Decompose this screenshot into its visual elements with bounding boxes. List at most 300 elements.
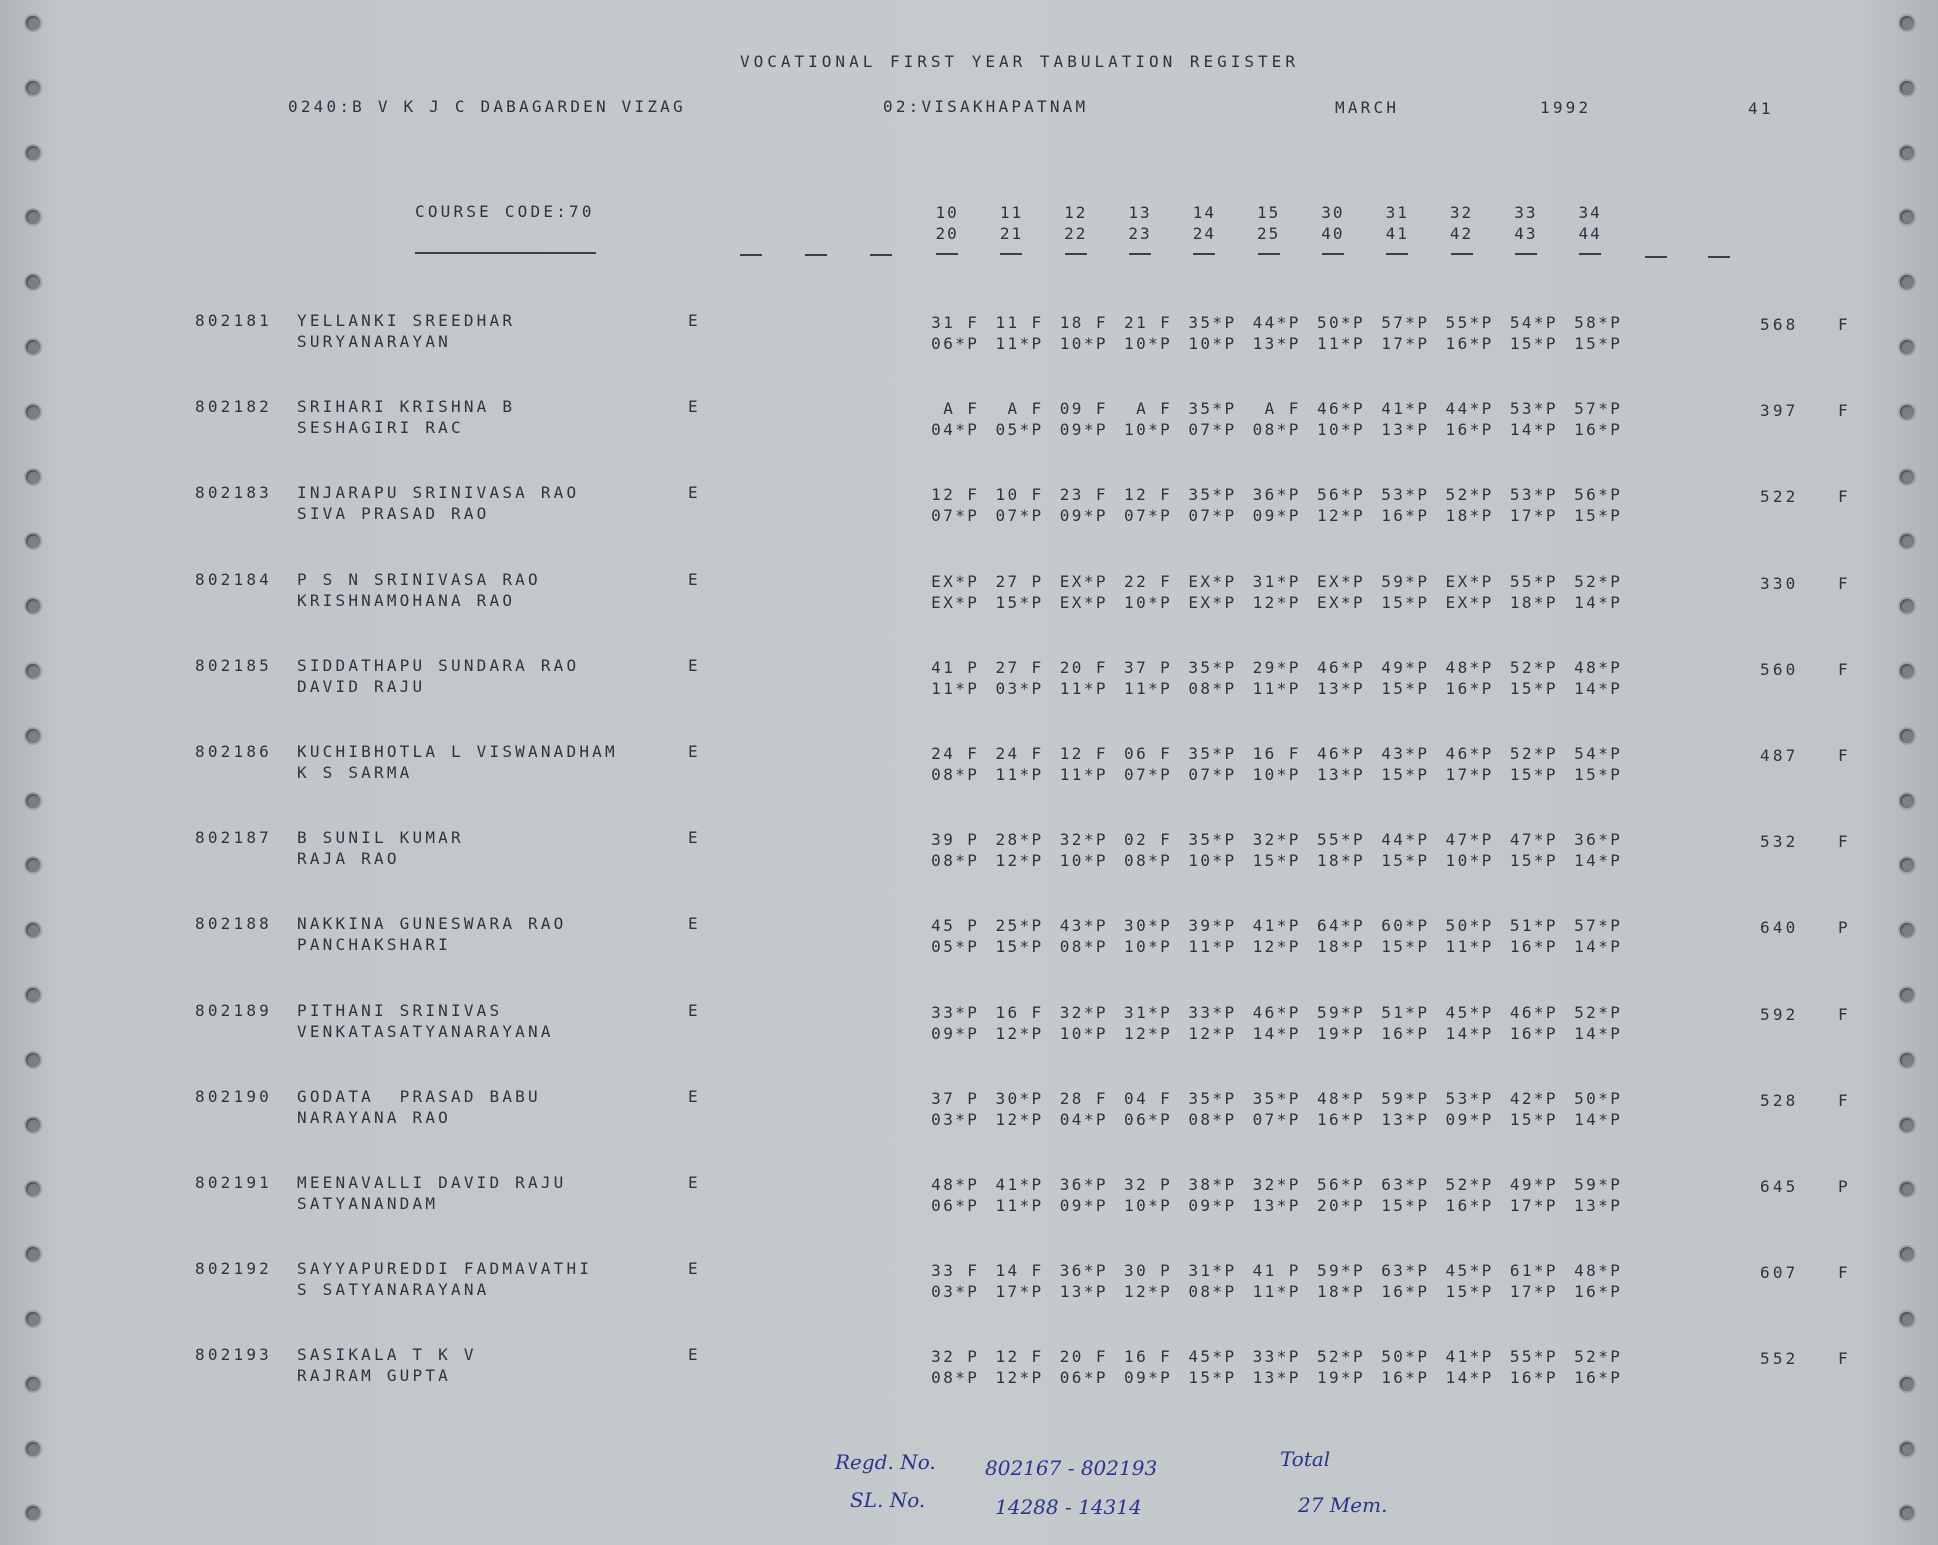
mark-cell: EX*P xyxy=(1188,571,1237,591)
mark-cell: EX*P xyxy=(931,571,980,591)
mark-cell: 13*P xyxy=(1316,678,1366,698)
result: F xyxy=(1838,1004,1851,1024)
mark-cell: 27 F xyxy=(995,657,1044,677)
total-marks: 330 xyxy=(1760,573,1799,593)
mark-cell: 10*P xyxy=(1124,1196,1173,1215)
result: F xyxy=(1838,487,1851,507)
mark-cell: 35*P xyxy=(1188,744,1237,763)
mark-cell: 53*P xyxy=(1509,399,1558,419)
mark-cell: A F xyxy=(943,399,980,419)
feed-hole xyxy=(1900,599,1914,613)
mark-cell: 56*P xyxy=(1574,485,1623,505)
feed-hole xyxy=(1900,470,1914,484)
marks-row-1 xyxy=(915,313,1622,333)
mark-cell: 16*P xyxy=(1445,678,1494,698)
mark-cell: 14*P xyxy=(1445,1368,1494,1388)
feed-hole xyxy=(26,988,40,1002)
subject-code-top: 32 xyxy=(1449,203,1474,222)
mark-cell: 52*P xyxy=(1445,485,1494,505)
result: F xyxy=(1838,401,1851,421)
mark-cell: 37 P xyxy=(931,1088,980,1108)
feed-hole xyxy=(26,340,40,354)
subject-code-top: 30 xyxy=(1321,203,1345,222)
mark-cell: 44*P xyxy=(1252,313,1301,332)
mark-cell: 10*P xyxy=(1316,420,1366,440)
mark-cell: 13*P xyxy=(1574,1196,1623,1215)
feed-hole xyxy=(26,1247,40,1261)
father-name: S SATYANARAYANA xyxy=(297,1280,490,1300)
reg-number: 802185 xyxy=(195,655,272,675)
mark-cell: 12*P xyxy=(1252,937,1301,957)
mark-cell: 07*P xyxy=(1188,765,1237,784)
mark-cell: 11 F xyxy=(995,313,1044,332)
column-dash xyxy=(1429,243,1493,255)
mark-cell: 32*P xyxy=(1252,1175,1301,1194)
subject-code-bottom: 44 xyxy=(1578,224,1602,243)
mark-cell: A F xyxy=(1136,399,1173,419)
result: P xyxy=(1838,918,1851,938)
subject-code-bottom: 41 xyxy=(1385,224,1409,243)
medium: E xyxy=(688,742,701,761)
father-name: RAJA RAO xyxy=(297,849,400,869)
father-name: NARAYANA RAO xyxy=(297,1107,451,1127)
course-code: COURSE CODE:70 xyxy=(415,202,595,221)
column-dash xyxy=(1044,243,1108,255)
mark-cell: 12*P xyxy=(1316,506,1366,526)
mark-cell: 10 F xyxy=(995,485,1044,505)
subject-code-bottom: 43 xyxy=(1514,224,1538,243)
mark-cell: 11*P xyxy=(931,678,980,698)
marks-row-2 xyxy=(915,765,1622,785)
mark-cell: 09*P xyxy=(1059,506,1108,526)
total-marks: 532 xyxy=(1760,832,1799,852)
mark-cell: 15*P xyxy=(1252,851,1301,871)
column-dash xyxy=(740,254,762,256)
mark-cell: 11*P xyxy=(1124,678,1173,698)
marks-row-2 xyxy=(915,506,1622,526)
handwritten-regd-label: Regd. No. xyxy=(835,1450,936,1474)
mark-cell: EX*P xyxy=(1316,592,1366,612)
feed-hole xyxy=(26,470,40,484)
mark-cell: 18*P xyxy=(1316,1282,1366,1302)
mark-cell: 15*P xyxy=(1188,1368,1237,1388)
feed-hole xyxy=(26,1053,40,1067)
subject-code-top: 14 xyxy=(1192,203,1216,222)
feed-hole xyxy=(26,858,40,872)
feed-hole xyxy=(1900,405,1914,419)
marks-row-1 xyxy=(915,744,1622,764)
mark-cell: 33*P xyxy=(931,1002,980,1022)
mark-cell: 16 F xyxy=(1252,744,1301,763)
marks-row-1 xyxy=(915,399,1622,419)
total-marks: 528 xyxy=(1760,1090,1799,1110)
mark-cell: 09*P xyxy=(1252,506,1301,526)
mark-cell: 55*P xyxy=(1509,1347,1558,1367)
feed-hole xyxy=(1900,1442,1914,1456)
mark-cell: 13*P xyxy=(1381,1109,1430,1129)
result: F xyxy=(1838,659,1851,679)
mark-cell: EX*P xyxy=(1188,592,1237,612)
father-name: SESHAGIRI RAC xyxy=(297,418,464,438)
mark-cell: 17*P xyxy=(1445,765,1494,784)
column-dash xyxy=(805,254,827,256)
mark-cell: 02 F xyxy=(1124,830,1173,850)
mark-cell: 35*P xyxy=(1188,1088,1237,1108)
mark-cell: 14*P xyxy=(1509,420,1558,440)
reg-number: 802188 xyxy=(195,914,272,934)
mark-cell: 08*P xyxy=(1124,851,1173,871)
mark-cell: EX*P xyxy=(1445,571,1494,591)
mark-cell: 16*P xyxy=(1509,1368,1558,1388)
mark-cell: 45*P xyxy=(1188,1347,1237,1367)
mark-cell: 36*P xyxy=(1059,1261,1108,1281)
mark-cell: 09*P xyxy=(931,1023,980,1043)
column-dash xyxy=(1108,243,1172,255)
mark-cell: 17*P xyxy=(1381,334,1430,353)
marks-row-2 xyxy=(915,1282,1622,1302)
mark-cell: 44*P xyxy=(1445,399,1494,419)
mark-cell: 11*P xyxy=(1059,765,1108,784)
mark-cell: 13*P xyxy=(1252,334,1301,353)
mark-cell: 14*P xyxy=(1574,678,1623,698)
student-name: B SUNIL KUMAR xyxy=(297,828,464,848)
mark-cell: 42*P xyxy=(1509,1088,1558,1108)
marks-row-2 xyxy=(915,1196,1622,1216)
mark-cell: 14*P xyxy=(1252,1023,1301,1043)
exam-year: 1992 xyxy=(1540,98,1592,117)
mark-cell: 15*P xyxy=(1381,592,1430,612)
result: F xyxy=(1838,832,1851,852)
mark-cell: 51*P xyxy=(1509,916,1558,936)
subject-code-top: 10 xyxy=(935,203,959,222)
subject-code-bottom: 40 xyxy=(1321,224,1345,243)
mark-cell: 15*P xyxy=(1381,1196,1430,1215)
mark-cell: 32 P xyxy=(1124,1175,1173,1194)
mark-cell: 46*P xyxy=(1316,744,1366,763)
mark-cell: 15*P xyxy=(1445,1282,1494,1302)
mark-cell: 39 P xyxy=(931,830,980,850)
mark-cell: 54*P xyxy=(1574,744,1623,763)
mark-cell: 16*P xyxy=(1381,1368,1430,1388)
feed-hole xyxy=(1900,1506,1914,1520)
marks-row-1 xyxy=(915,1089,1622,1109)
right-tractor-holes xyxy=(1868,0,1938,1545)
mark-cell: 14*P xyxy=(1574,937,1623,957)
mark-cell: 36*P xyxy=(1252,485,1301,505)
mark-cell: 21 F xyxy=(1124,313,1173,332)
feed-hole xyxy=(1900,1053,1914,1067)
mark-cell: 41*P xyxy=(995,1175,1044,1194)
mark-cell: 09 F xyxy=(1059,399,1108,419)
reg-number: 802183 xyxy=(195,483,272,503)
mark-cell: 09*P xyxy=(1059,1196,1108,1215)
feed-hole xyxy=(26,1377,40,1391)
medium: E xyxy=(688,1173,701,1192)
mark-cell: 06*P xyxy=(1124,1109,1173,1129)
reg-number: 802184 xyxy=(195,569,272,589)
mark-cell: 10*P xyxy=(1059,1023,1108,1043)
mark-cell: 27 P xyxy=(995,571,1044,591)
mark-cell: 20*P xyxy=(1316,1196,1366,1215)
mark-cell: 54*P xyxy=(1509,313,1558,332)
mark-cell: 14*P xyxy=(1574,1023,1623,1043)
mark-cell: 43*P xyxy=(1059,916,1108,936)
mark-cell: 11*P xyxy=(995,334,1044,353)
mark-cell: 33*P xyxy=(1252,1347,1301,1367)
column-dash xyxy=(1301,243,1365,255)
mark-cell: 10*P xyxy=(1059,851,1108,871)
mark-cell: 15*P xyxy=(1381,937,1430,957)
mark-cell: 09*P xyxy=(1445,1109,1494,1129)
district-name: 02:VISAKHAPATNAM xyxy=(883,97,1089,116)
feed-hole xyxy=(1900,16,1914,30)
mark-cell: 52*P xyxy=(1574,1002,1623,1022)
mark-cell: 10*P xyxy=(1188,851,1237,871)
marks-row-2 xyxy=(915,679,1622,699)
reg-number: 802182 xyxy=(195,397,272,417)
mark-cell: 15*P xyxy=(1509,851,1558,871)
marks-row-1 xyxy=(915,916,1622,936)
mark-cell: 17*P xyxy=(1509,1282,1558,1302)
mark-cell: 07*P xyxy=(1124,506,1173,526)
mark-cell: 16*P xyxy=(1574,1368,1623,1388)
mark-cell: 47*P xyxy=(1445,830,1494,850)
feed-hole xyxy=(1900,275,1914,289)
feed-hole xyxy=(26,729,40,743)
handwritten-sl-label: SL. No. xyxy=(850,1488,926,1512)
mark-cell: 33*P xyxy=(1188,1002,1237,1022)
mark-cell: 11*P xyxy=(1252,1282,1301,1302)
marks-row-2 xyxy=(915,1110,1622,1130)
mark-cell: 18*P xyxy=(1509,592,1558,612)
feed-hole xyxy=(1900,1312,1914,1326)
feed-hole xyxy=(1900,1118,1914,1132)
mark-cell: 17*P xyxy=(1509,1196,1558,1215)
mark-cell: 08*P xyxy=(1252,420,1301,440)
mark-cell: 28*P xyxy=(995,830,1044,850)
mark-cell: 57*P xyxy=(1381,313,1430,332)
mark-cell: 11*P xyxy=(1059,678,1108,698)
mark-cell: 10*P xyxy=(1252,765,1301,784)
mark-cell: 15*P xyxy=(995,937,1044,957)
mark-cell: 45*P xyxy=(1445,1261,1494,1281)
mark-cell: 36*P xyxy=(1574,830,1623,850)
course-underline xyxy=(415,252,596,254)
feed-hole xyxy=(26,1118,40,1132)
mark-cell: 10*P xyxy=(1124,592,1173,612)
mark-cell: 52*P xyxy=(1445,1175,1494,1194)
mark-cell: 08*P xyxy=(1188,1109,1237,1129)
column-dash xyxy=(979,243,1043,255)
subject-code-top: 11 xyxy=(999,203,1024,222)
result: P xyxy=(1838,1177,1851,1196)
mark-cell: 16*P xyxy=(1381,1023,1430,1043)
mark-cell: 10*P xyxy=(1124,937,1173,957)
total-marks: 560 xyxy=(1760,659,1799,679)
mark-cell: 52*P xyxy=(1574,571,1623,591)
student-name: P S N SRINIVASA RAO xyxy=(297,569,541,589)
mark-cell: 13*P xyxy=(1381,420,1430,440)
mark-cell: 30*P xyxy=(1124,916,1173,936)
reg-number: 802181 xyxy=(195,311,272,330)
mark-cell: 15*P xyxy=(1509,678,1558,698)
total-marks: 607 xyxy=(1760,1263,1799,1283)
mark-cell: 46*P xyxy=(1252,1002,1301,1022)
mark-cell: 45 P xyxy=(931,916,980,936)
reg-number: 802189 xyxy=(195,1000,272,1020)
medium: E xyxy=(688,1000,701,1020)
feed-hole xyxy=(1900,146,1914,160)
mark-cell: 61*P xyxy=(1509,1261,1558,1281)
mark-cell: 52*P xyxy=(1509,657,1558,677)
mark-cell: 39*P xyxy=(1188,916,1237,936)
mark-cell: 35*P xyxy=(1188,485,1237,505)
mark-cell: 32 P xyxy=(931,1347,980,1367)
subject-code-top: 31 xyxy=(1385,203,1409,222)
marks-row-1 xyxy=(915,1347,1622,1367)
handwritten-total-label: Total xyxy=(1280,1447,1331,1471)
mark-cell: 15*P xyxy=(995,592,1044,612)
mark-cell: 29*P xyxy=(1252,657,1301,677)
feed-hole xyxy=(1900,534,1914,548)
mark-cell: 10*P xyxy=(1124,334,1173,353)
feed-hole xyxy=(26,923,40,937)
mark-cell: 07*P xyxy=(1188,420,1237,440)
student-name: GODATA PRASAD BABU xyxy=(297,1086,541,1106)
feed-hole xyxy=(26,1506,40,1520)
marks-row-2 xyxy=(915,1368,1622,1388)
mark-cell: 63*P xyxy=(1381,1175,1430,1194)
column-dash xyxy=(1708,256,1730,258)
register-title: VOCATIONAL FIRST YEAR TABULATION REGISTER xyxy=(740,52,1299,71)
subject-code-bottom: 20 xyxy=(935,224,959,243)
mark-cell: 04 F xyxy=(1124,1088,1173,1108)
mark-cell: 20 F xyxy=(1059,657,1108,677)
feed-hole xyxy=(1900,988,1914,1002)
column-dash xyxy=(1236,243,1300,255)
mark-cell: 10*P xyxy=(1188,334,1237,353)
father-name: PANCHAKSHARI xyxy=(297,935,451,955)
student-name: PITHANI SRINIVAS xyxy=(297,1000,503,1020)
mark-cell: 57*P xyxy=(1574,916,1623,936)
total-marks: 552 xyxy=(1760,1349,1799,1369)
father-name: SIVA PRASAD RAO xyxy=(297,504,490,524)
mark-cell: 17*P xyxy=(995,1282,1044,1302)
mark-cell: 08*P xyxy=(931,1368,980,1388)
column-dash xyxy=(1494,243,1558,255)
subject-code-bottom: 24 xyxy=(1192,224,1216,243)
mark-cell: 11*P xyxy=(1188,937,1237,957)
mark-cell: 08*P xyxy=(1188,1282,1237,1302)
mark-cell: 14*P xyxy=(1445,1023,1494,1043)
mark-cell: 17*P xyxy=(1509,506,1558,526)
feed-hole xyxy=(1900,340,1914,354)
total-marks: 592 xyxy=(1760,1004,1799,1024)
mark-cell: 25*P xyxy=(995,916,1044,936)
mark-cell: 15*P xyxy=(1574,506,1623,526)
feed-hole xyxy=(1900,794,1914,808)
feed-hole xyxy=(1900,1377,1914,1391)
mark-cell: 19*P xyxy=(1316,1023,1366,1043)
mark-cell: 31*P xyxy=(1252,571,1301,591)
mark-cell: 55*P xyxy=(1316,830,1366,850)
feed-hole xyxy=(1900,1182,1914,1196)
mark-cell: 12*P xyxy=(1252,592,1301,612)
total-marks: 397 xyxy=(1760,401,1799,421)
mark-cell: 35*P xyxy=(1188,830,1237,850)
mark-cell: 18*P xyxy=(1445,506,1494,526)
feed-hole xyxy=(26,16,40,30)
mark-cell: 32*P xyxy=(1252,830,1301,850)
mark-cell: 36*P xyxy=(1059,1175,1108,1194)
feed-hole xyxy=(26,664,40,678)
mark-cell: 51*P xyxy=(1381,1002,1430,1022)
feed-hole xyxy=(26,81,40,95)
mark-cell: 12*P xyxy=(995,1023,1044,1043)
mark-cell: 30*P xyxy=(995,1088,1044,1108)
mark-cell: 59*P xyxy=(1381,1088,1430,1108)
mark-cell: 13*P xyxy=(1252,1196,1301,1215)
feed-hole xyxy=(1900,858,1914,872)
mark-cell: 48*P xyxy=(1574,1261,1623,1281)
marks-row-2 xyxy=(915,420,1622,440)
mark-cell: 35*P xyxy=(1188,657,1237,677)
mark-cell: 59*P xyxy=(1574,1175,1623,1194)
mark-cell: 13*P xyxy=(1316,765,1366,784)
column-dash xyxy=(1172,243,1236,255)
mark-cell: 16*P xyxy=(1445,334,1494,353)
mark-cell: 15*P xyxy=(1381,851,1430,871)
mark-cell: 53*P xyxy=(1509,485,1558,505)
mark-cell: 56*P xyxy=(1316,485,1366,505)
handwritten-sl-range: 14288 - 14314 xyxy=(995,1495,1142,1519)
mark-cell: 08*P xyxy=(931,765,980,784)
feed-hole xyxy=(26,534,40,548)
reg-number: 802191 xyxy=(195,1173,272,1192)
mark-cell: 41*P xyxy=(1381,399,1430,419)
student-name: KUCHIBHOTLA L VISWANADHAM xyxy=(297,742,618,761)
subject-code-top: 15 xyxy=(1257,203,1281,222)
mark-cell: 50*P xyxy=(1445,916,1494,936)
mark-cell: EX*P xyxy=(1316,571,1366,591)
mark-cell: 16*P xyxy=(1381,1282,1430,1302)
mark-cell: 16*P xyxy=(1509,937,1558,957)
page-number: 41 xyxy=(1748,99,1774,118)
column-dash xyxy=(1558,243,1622,255)
student-name: SASIKALA T K V xyxy=(297,1345,477,1365)
mark-cell: 03*P xyxy=(995,678,1044,698)
mark-cell: 23 F xyxy=(1059,485,1108,505)
mark-cell: 32*P xyxy=(1059,830,1108,850)
mark-cell: 12 F xyxy=(995,1347,1044,1367)
subject-code-bottom: 22 xyxy=(1064,224,1088,243)
student-name: SAYYAPUREDDI FADMAVATHI xyxy=(297,1259,593,1279)
mark-cell: 20 F xyxy=(1059,1347,1108,1367)
mark-cell: 52*P xyxy=(1316,1347,1366,1367)
mark-cell: 16*P xyxy=(1509,1023,1558,1043)
mark-cell: 07*P xyxy=(1252,1109,1301,1129)
student-name: YELLANKI SREEDHAR xyxy=(297,311,516,330)
mark-cell: 07*P xyxy=(931,506,980,526)
mark-cell: 09*P xyxy=(1124,1368,1173,1388)
mark-cell: 45*P xyxy=(1445,1002,1494,1022)
subject-dashes xyxy=(915,243,1622,255)
mark-cell: EX*P xyxy=(1059,592,1108,612)
mark-cell: 08*P xyxy=(1188,678,1237,698)
column-dash xyxy=(1645,256,1667,258)
mark-cell: 15*P xyxy=(1574,334,1623,353)
student-name: SIDDATHAPU SUNDARA RAO xyxy=(297,655,580,675)
